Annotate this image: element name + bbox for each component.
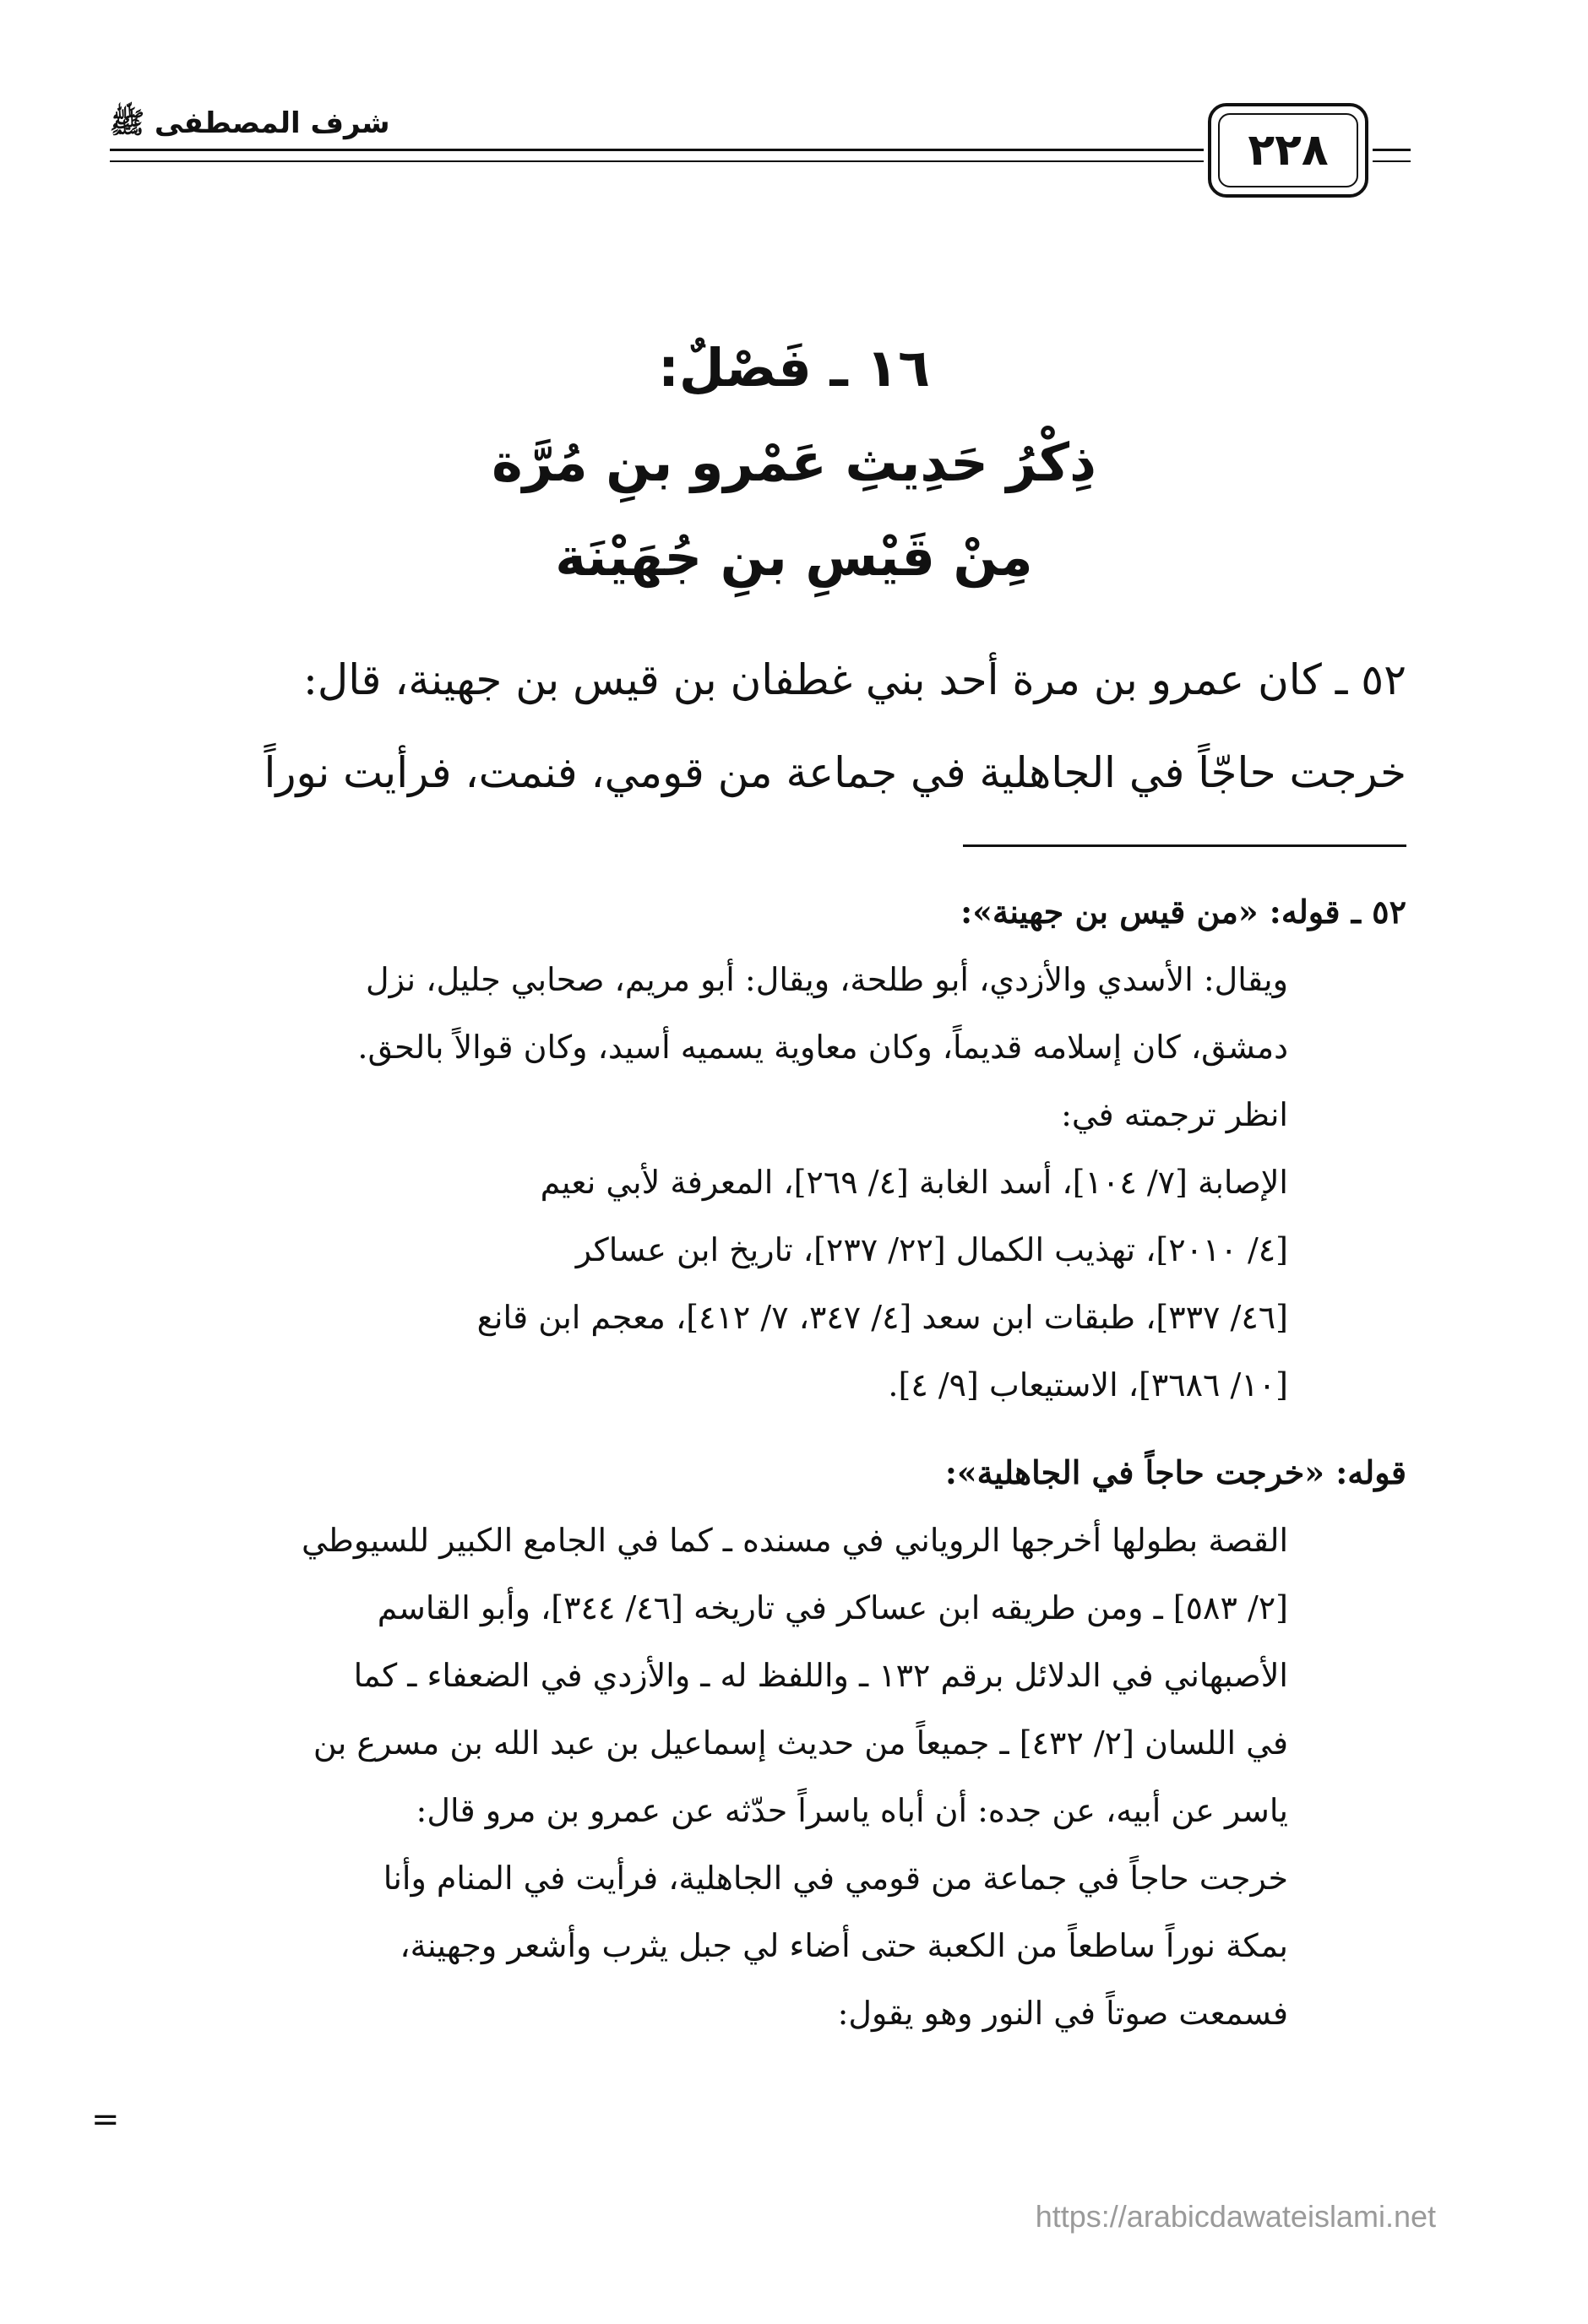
section-subtitle: مِنْ قَيْسِ بنِ جُهَيْنَة — [555, 526, 1033, 588]
footnotes — [114, 878, 1406, 2047]
header-rule — [110, 149, 1204, 151]
continuation-mark: = — [91, 2100, 120, 2139]
footnote-heading: قوله: «خرجت حاجاً في الجاهلية»: — [944, 1453, 1406, 1491]
footnote-line: الأصبهاني في الدلائل برقم ١٣٢ ـ واللفظ له ـ والأزدي في الضعفاء ـ كما — [353, 1657, 1288, 1694]
footnote-line: في اللسان [٢/ ٤٣٢] ـ جميعاً من حديث إسماعيل بن عبد الله بن مسرع بن — [313, 1724, 1288, 1762]
footnote-line: القصة بطولها أخرجها الروياني في مسنده ـ كما في الجامع الكبير للسيوطي — [302, 1522, 1288, 1559]
footnote-line: [١٠/ ٣٦٨٦]، الاستيعاب [٩/ ٤]. — [888, 1366, 1288, 1404]
watermark-url: https://arabicdawateislami.net — [1035, 2199, 1436, 2234]
footnote-line: [٤/ ٢٠١٠]، تهذيب الكمال [٢٢/ ٢٣٧]، تاريخ ابن عساكر — [575, 1231, 1288, 1268]
footnote-line: انظر ترجمته في: — [1061, 1096, 1288, 1133]
footnote-line: [٢/ ٥٨٣] ـ ومن طريقه ابن عساكر في تاريخه [٤٦/ ٣٤٤]، وأبو القاسم — [377, 1589, 1288, 1626]
page-number: ٢٢٨ — [1248, 125, 1329, 176]
header-rule — [1373, 149, 1411, 151]
page-number-inner-frame — [1218, 113, 1358, 187]
section-title: ذِكْرُ حَدِيثِ عَمْرو بنِ مُرَّة — [492, 432, 1096, 493]
footnote-line: فسمعت صوتاً في النور وهو يقول: — [837, 1995, 1288, 2032]
footnote-heading: ٥٢ ـ قوله: «من قيس بن جهينة»: — [960, 893, 1406, 931]
footnote-separator — [963, 844, 1406, 847]
section-number-title: ١٦ ـ فَصْلٌ: — [658, 337, 930, 399]
running-title: شرف المصطفى ﷺ — [110, 106, 390, 140]
section-titles — [169, 321, 1419, 605]
footnote-line: الإصابة [٧/ ١٠٤]، أسد الغابة [٤/ ٢٦٩]، المعرفة لأبي نعيم — [540, 1164, 1288, 1201]
footnote-line: خرجت حاجاً في جماعة من قومي في الجاهلية، فرأيت في المنام وأنا — [383, 1860, 1288, 1897]
main-text-line: ٥٢ ـ كان عمرو بن مرة أحد بني غطفان بن قيس بن جهينة، قال: — [303, 655, 1406, 704]
footnote-line: [٤٦/ ٣٣٧]، طبقات ابن سعد [٤/ ٣٤٧، ٧/ ٤١٢]، معجم ابن قانع — [476, 1299, 1288, 1336]
footnote-line: دمشق، كان إسلامه قديماً، وكان معاوية يسميه أسيد، وكان قوالاً بالحق. — [357, 1029, 1288, 1066]
header-rule — [1373, 160, 1411, 162]
main-text — [114, 633, 1406, 819]
footnote-line: بمكة نوراً ساطعاً من الكعبة حتى أضاء لي جبل يثرب وأشعر وجهينة، — [400, 1927, 1288, 1964]
page-number-frame — [1208, 103, 1368, 198]
footnote-line: ويقال: الأسدي والأزدي، أبو طلحة، ويقال: أبو مريم، صحابي جليل، نزل — [365, 961, 1288, 998]
main-text-line: خرجت حاجّاً في الجاهلية في جماعة من قومي، فنمت، فرأيت نوراً — [264, 748, 1406, 797]
page-header — [110, 100, 1411, 209]
footnote-gap — [114, 1419, 1406, 1439]
header-rule — [110, 160, 1204, 162]
footnote-line: ياسر عن أبيه، عن جده: أن أباه ياسراً حدّثه عن عمرو بن مرو قال: — [416, 1792, 1288, 1829]
